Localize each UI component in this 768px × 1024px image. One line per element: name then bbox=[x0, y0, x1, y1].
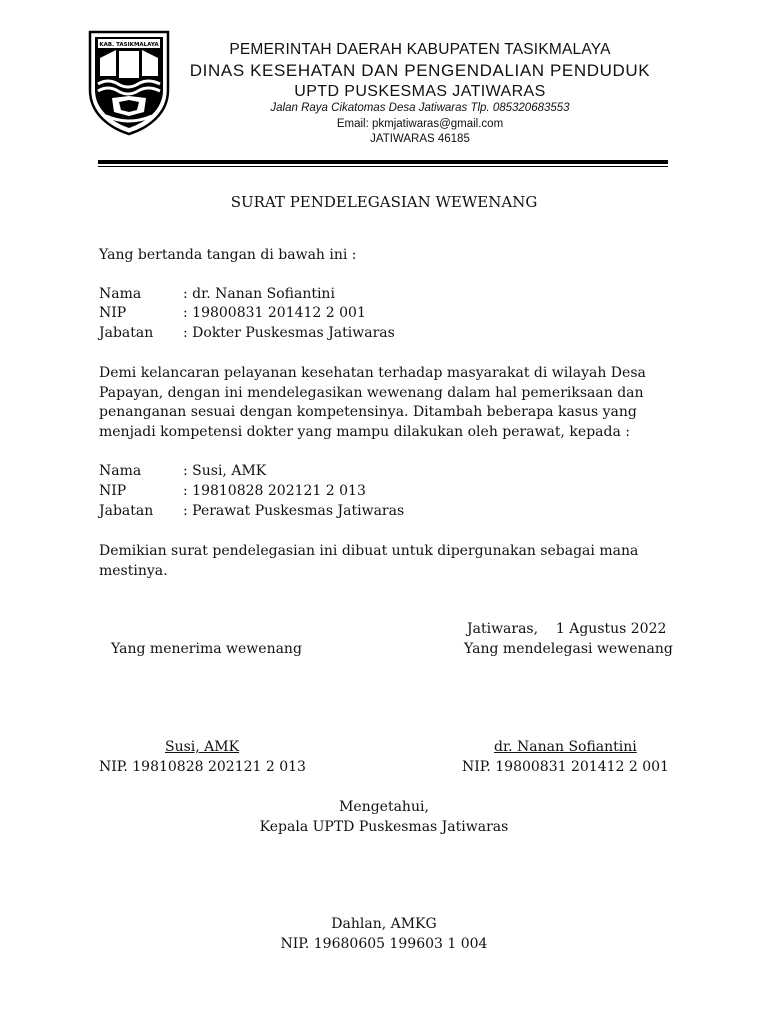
letterhead-divider-thin bbox=[98, 166, 668, 167]
field-label: Nama bbox=[99, 286, 142, 302]
delegate-position-row bbox=[99, 503, 404, 519]
letter-title: SURAT PENDELEGASIAN WEWENANG bbox=[230, 193, 538, 211]
paragraph-line: Demi kelancaran pelayanan kesehatan terhadap masyarakat di wilayah Desa bbox=[99, 365, 646, 381]
letterhead-address: Jalan Raya Cikatomas Desa Jatiwaras Tlp. 085320683553 bbox=[270, 102, 570, 114]
place-date: Jatiwaras, 1 Agustus 2022 bbox=[467, 621, 667, 637]
field-value: : 19810828 202121 2 013 bbox=[183, 483, 366, 499]
paragraph-line: menjadi kompetensi dokter yang mampu dilakukan oleh perawat, kepada : bbox=[99, 423, 630, 440]
field-value: : Dokter Puskesmas Jatiwaras bbox=[183, 325, 395, 341]
delegator-position-row bbox=[99, 325, 395, 341]
paragraph-line: Papayan, dengan ini mendelegasikan wewenang dalam hal pemeriksaan dan bbox=[99, 384, 644, 401]
delegation-paragraph bbox=[99, 364, 646, 442]
closing-line: mestinya. bbox=[99, 562, 168, 579]
letterhead-postal: JATIWARAS 46185 bbox=[370, 133, 470, 145]
intro-text: Yang bertanda tangan di bawah ini : bbox=[99, 247, 357, 263]
regency-logo bbox=[86, 28, 172, 136]
receiver-role: Yang menerima wewenang bbox=[111, 641, 302, 657]
field-value: : 19800831 201412 2 001 bbox=[183, 305, 366, 321]
delegator-signature-name: dr. Nanan Sofiantini bbox=[494, 739, 637, 755]
field-label: Nama bbox=[99, 463, 142, 479]
letterhead-unit: UPTD PUSKESMAS JATIWARAS bbox=[294, 83, 546, 100]
delegator-nip-row bbox=[99, 305, 366, 321]
field-label: NIP bbox=[99, 305, 127, 321]
field-label: Jabatan bbox=[99, 503, 154, 519]
acknowledge-role: Kepala UPTD Puskesmas Jatiwaras bbox=[259, 819, 509, 835]
letterhead-email: Email: pkmjatiwaras@gmail.com bbox=[336, 118, 504, 130]
letterhead-government: PEMERINTAH DAERAH KABUPATEN TASIKMALAYA bbox=[229, 41, 611, 58]
acknowledge-label: Mengetahui, bbox=[339, 799, 429, 815]
letterhead-agency: DINAS KESEHATAN DAN PENGENDALIAN PENDUDUK bbox=[189, 61, 651, 80]
logo-text: KAB. TASIKMALAYA bbox=[99, 42, 159, 48]
field-value: : Perawat Puskesmas Jatiwaras bbox=[183, 503, 405, 519]
field-label: NIP bbox=[99, 483, 127, 499]
acknowledge-nip: NIP. 19680605 199603 1 004 bbox=[280, 936, 488, 952]
letterhead-divider-thick bbox=[98, 160, 668, 164]
regency-emblem-icon bbox=[86, 28, 172, 136]
field-value: : dr. Nanan Sofiantini bbox=[183, 286, 335, 302]
closing-line: Demikian surat pendelegasian ini dibuat untuk dipergunakan sebagai mana bbox=[99, 543, 639, 559]
receiver-name: Susi, AMK bbox=[165, 739, 240, 755]
field-label: Jabatan bbox=[99, 325, 154, 341]
delegator-role: Yang mendelegasi wewenang bbox=[464, 641, 673, 657]
paragraph-line: penanganan sesuai dengan kompetensinya. Ditambah beberapa kasus yang bbox=[99, 404, 637, 420]
receiver-nip: NIP. 19810828 202121 2 013 bbox=[99, 759, 306, 775]
delegator-name-row bbox=[99, 286, 335, 302]
delegate-name-row bbox=[99, 463, 266, 479]
delegator-signature-nip: NIP. 19800831 201412 2 001 bbox=[462, 759, 669, 775]
closing-paragraph bbox=[99, 542, 638, 581]
acknowledge-name: Dahlan, AMKG bbox=[331, 916, 437, 932]
delegate-nip-row bbox=[99, 483, 366, 499]
field-value: : Susi, AMK bbox=[183, 463, 267, 479]
